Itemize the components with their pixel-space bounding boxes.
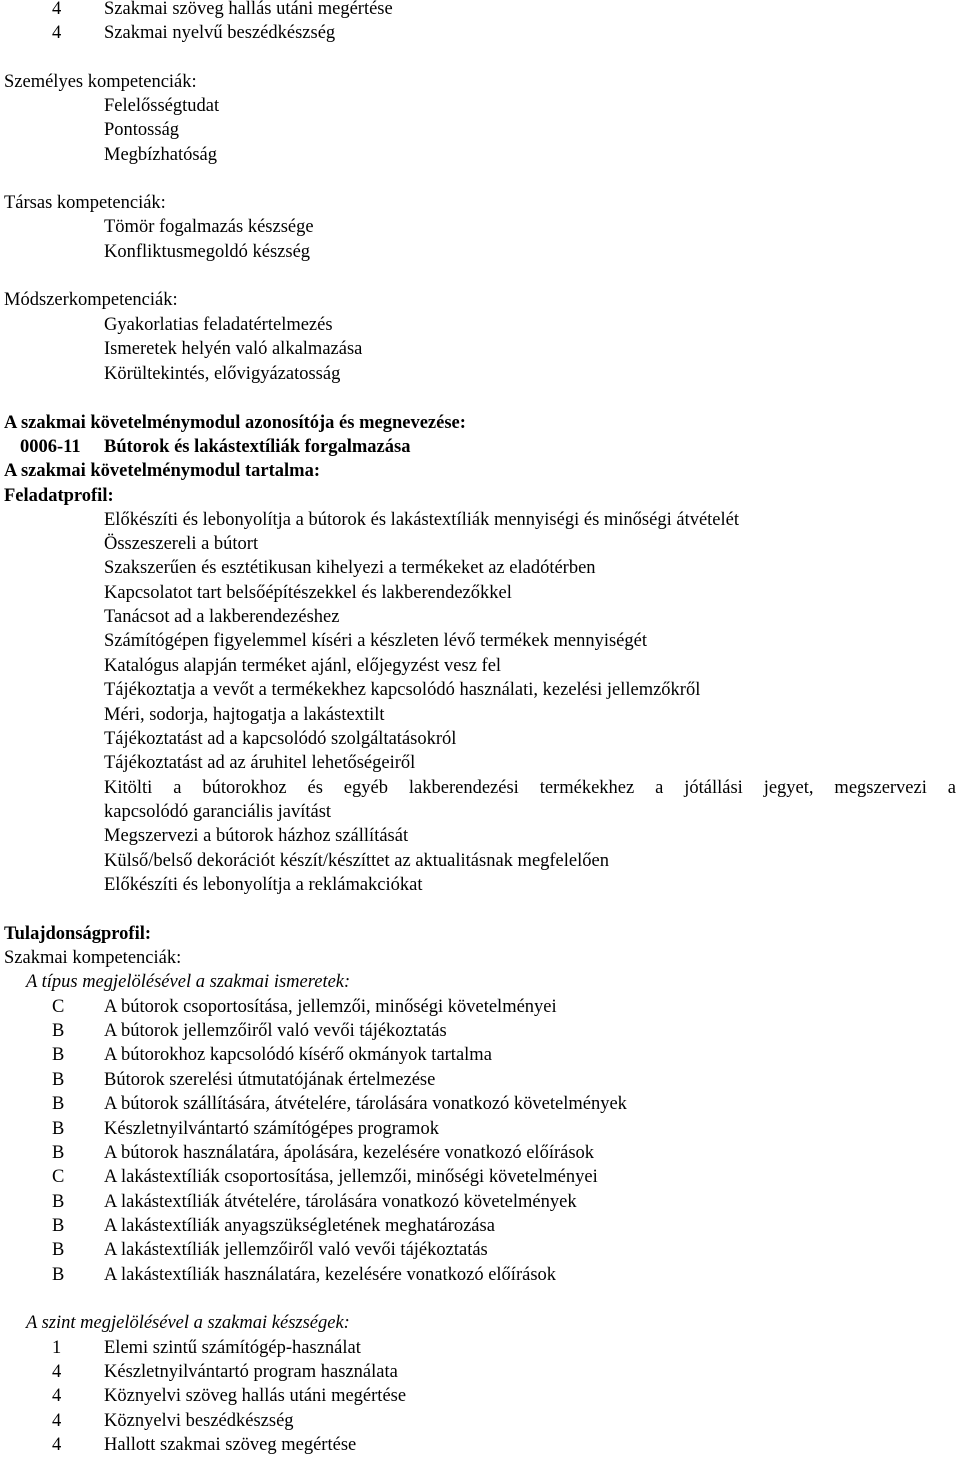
task-item: Tájékoztatást ad a kapcsolódó szolgáltatásokról (104, 729, 457, 749)
task-item: Összeszereli a bútort (104, 534, 259, 554)
task-item: Katalógus alapján terméket ajánl, előjegyzést vesz fel (104, 656, 502, 676)
skill-row (0, 1409, 960, 1433)
knowledge-level: B (52, 1070, 65, 1090)
personal-competencies-heading: Személyes kompetenciák: (4, 72, 197, 92)
skills-heading: A szint megjelölésével a szakmai készségek: (26, 1313, 350, 1333)
knowledge-row (0, 1263, 960, 1287)
skill-text: Készletnyilvántartó program használata (104, 1362, 398, 1382)
knowledge-level: B (52, 1143, 65, 1163)
list-item: Gyakorlatias feladatértelmezés (104, 315, 333, 335)
knowledge-text: A bútorok használatára, ápolására, kezelésére vonatkozó előírások (104, 1143, 595, 1163)
knowledge-level: B (52, 1094, 65, 1114)
skill-text: Elemi szintű számítógép-használat (104, 1338, 361, 1358)
knowledge-level: B (52, 1216, 65, 1236)
knowledge-text: A lakástextíliák csoportosítása, jellemzői, minőségi követelményei (104, 1167, 598, 1187)
task-item: Számítógépen figyelemmel kíséri a készleten lévő termékek mennyiségét (104, 631, 647, 651)
skill-level: 4 (52, 0, 62, 19)
knowledge-row (0, 1165, 960, 1189)
module-title-row (0, 435, 960, 459)
knowledge-text: A bútorok csoportosítása, jellemzői, minőségi követelményei (104, 997, 557, 1017)
knowledge-row (0, 1019, 960, 1043)
knowledge-level: C (52, 1167, 65, 1187)
skill-level: 4 (52, 1362, 62, 1382)
task-item: Tájékoztatja a vevőt a termékekhez kapcsolódó használati, kezelési jellemzőkről (104, 680, 701, 700)
knowledge-row (0, 1141, 960, 1165)
list-item: Felelősségtudat (104, 96, 220, 116)
skill-row (0, 1336, 960, 1360)
knowledge-row (0, 995, 960, 1019)
module-code: 0006-11 (20, 437, 81, 457)
knowledge-text: A lakástextíliák jellemzőiről való vevői tájékoztatás (104, 1240, 488, 1260)
knowledge-text: Bútorok szerelési útmutatójának értelmezése (104, 1070, 436, 1090)
knowledge-row (0, 1214, 960, 1238)
knowledge-row (0, 1117, 960, 1141)
knowledge-level: B (52, 1192, 65, 1212)
skill-text: Szakmai nyelvű beszédkészség (104, 23, 336, 43)
knowledge-level: B (52, 1240, 65, 1260)
knowledge-row (0, 1068, 960, 1092)
knowledge-row (0, 1238, 960, 1262)
task-item: Szakszerűen és esztétikusan kihelyezi a termékeket az eladótérben (104, 558, 596, 578)
social-competencies-heading: Társas kompetenciák: (4, 193, 166, 213)
list-item: Konfliktusmegoldó készség (104, 242, 311, 262)
knowledge-level: B (52, 1045, 65, 1065)
task-profile-heading: Feladatprofil: (4, 486, 114, 506)
skill-text: Köznyelvi szöveg hallás utáni megértése (104, 1386, 407, 1406)
knowledge-level: C (52, 997, 65, 1017)
knowledge-row (0, 1190, 960, 1214)
professional-competencies-heading: Szakmai kompetenciák: (4, 948, 182, 968)
task-item: Külső/belső dekorációt készít/készíttet az aktualitásnak megfelelően (104, 851, 609, 871)
knowledge-text: A bútorok szállítására, átvételére, tárolására vonatkozó követelmények (104, 1094, 627, 1114)
skill-text: Köznyelvi beszédkészség (104, 1411, 294, 1431)
task-item: Kapcsolatot tart belsőépítészekkel és lakberendezőkkel (104, 583, 512, 603)
task-item: Kitölti a bútorokhoz és egyéb lakberendezési termékekhez a jótállási jegyet, megszervezi a (104, 778, 956, 798)
skill-level: 1 (52, 1338, 62, 1358)
module-id-heading: A szakmai követelménymodul azonosítója és megnevezése: (4, 413, 466, 433)
skill-row (0, 1433, 960, 1457)
task-item: Megszervezi a bútorok házhoz szállítását (104, 826, 409, 846)
method-competencies-heading: Módszerkompetenciák: (4, 290, 178, 310)
top-skill-row (0, 21, 960, 45)
module-content-heading: A szakmai követelménymodul tartalma: (4, 461, 321, 481)
knowledge-level: B (52, 1119, 65, 1139)
skill-level: 4 (52, 23, 62, 43)
knowledge-text: A bútorok jellemzőiről való vevői tájékoztatás (104, 1021, 447, 1041)
list-item: Pontosság (104, 120, 180, 140)
skill-text: Szakmai szöveg hallás utáni megértése (104, 0, 393, 19)
list-item: Körültekintés, elővigyázatosság (104, 364, 341, 384)
task-item: Előkészíti és lebonyolítja a reklámakciókat (104, 875, 423, 895)
skill-level: 4 (52, 1411, 62, 1431)
task-item: Tájékoztatást ad az áruhitel lehetőségeiről (104, 753, 416, 773)
top-skill-row (0, 0, 960, 21)
knowledge-text: A lakástextíliák használatára, kezelésére vonatkozó előírások (104, 1265, 557, 1285)
knowledge-level: B (52, 1021, 65, 1041)
knowledge-text: A lakástextíliák átvételére, tárolására vonatkozó követelmények (104, 1192, 577, 1212)
task-item: Méri, sodorja, hajtogatja a lakástextilt (104, 705, 385, 725)
skill-row (0, 1360, 960, 1384)
list-item: Ismeretek helyén való alkalmazása (104, 339, 363, 359)
skill-row (0, 1384, 960, 1408)
task-item-continuation: kapcsolódó garanciális javítást (104, 802, 332, 822)
knowledge-level: B (52, 1265, 65, 1285)
skill-level: 4 (52, 1435, 62, 1455)
knowledge-row (0, 1043, 960, 1067)
list-item: Tömör fogalmazás készsége (104, 217, 314, 237)
knowledge-text: A bútorokhoz kapcsolódó kísérő okmányok tartalma (104, 1045, 492, 1065)
module-name: Bútorok és lakástextíliák forgalmazása (104, 437, 411, 457)
property-profile-heading: Tulajdonságprofil: (4, 924, 152, 944)
knowledge-text: Készletnyilvántartó számítógépes programok (104, 1119, 439, 1139)
skill-text: Hallott szakmai szöveg megértése (104, 1435, 357, 1455)
list-item: Megbízhatóság (104, 145, 218, 165)
task-item: Előkészíti és lebonyolítja a bútorok és lakástextíliák mennyiségi és minőségi átvételét (104, 510, 740, 530)
knowledge-row (0, 1092, 960, 1116)
skill-level: 4 (52, 1386, 62, 1406)
knowledge-text: A lakástextíliák anyagszükségletének meghatározása (104, 1216, 495, 1236)
knowledge-heading: A típus megjelölésével a szakmai ismeretek: (26, 972, 351, 992)
task-item: Tanácsot ad a lakberendezéshez (104, 607, 340, 627)
